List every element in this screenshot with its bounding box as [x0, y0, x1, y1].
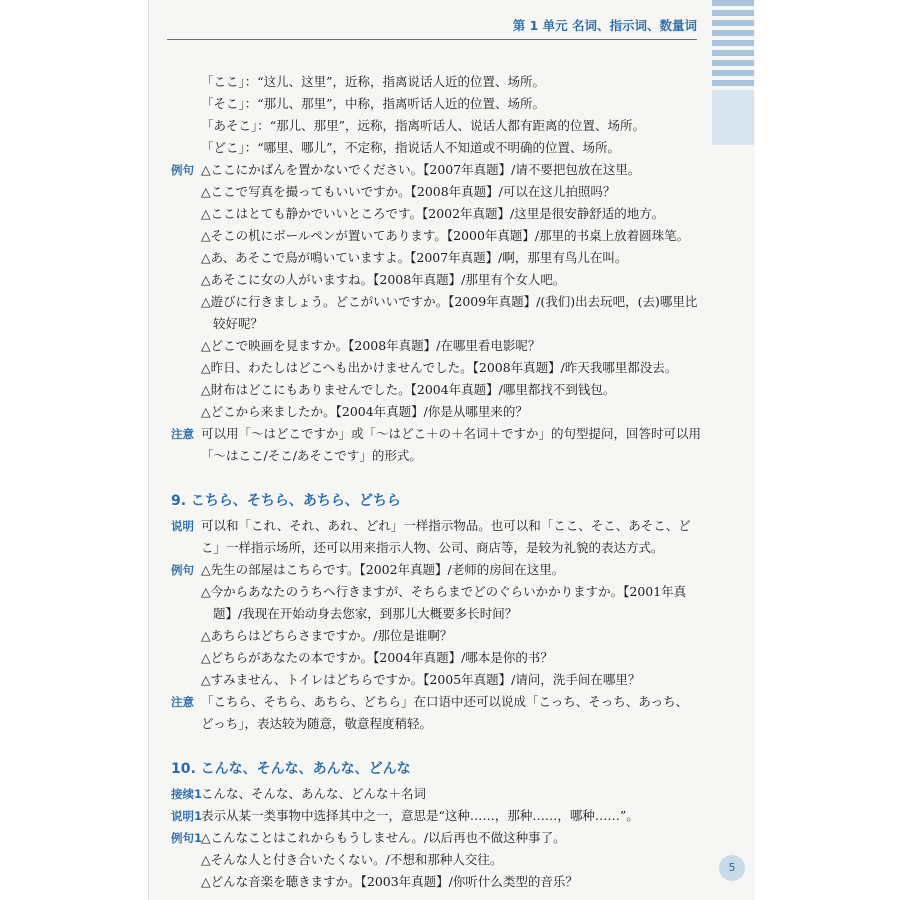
section-tag: 例句1	[171, 831, 203, 845]
text-line: △ここにかばんを置かないでください。【2007年真题】/请不要把包放在这里。	[201, 162, 641, 177]
text-line: こ」一样指示场所，还可以用来指示人物、公司、商店等，是较为礼貌的表达方式。	[201, 540, 664, 555]
text-line: △どちらがあなたの本ですか。【2004年真题】/哪本是你的书？	[201, 650, 553, 665]
text-line: 可以和「これ、それ、あれ、どれ」一样指示物品。也可以和「ここ、そこ、あそこ、ど	[201, 518, 691, 533]
text-line: 「どこ」：“哪里、哪儿”，不定称，指说话人不知道或不明确的位置、场所。	[201, 140, 621, 155]
text-line: △遊びに行きましょう。どこがいいですか。【2009年真题】/(我们)出去玩吧，(去)哪里比	[201, 294, 698, 309]
text-line: △ここはとても静かでいいところです。【2002年真题】/这里是很安静舒适的地方。	[201, 206, 665, 221]
text-line: △ここで写真を撮ってもいいですか。【2008年真题】/可以在这儿拍照吗？	[201, 184, 616, 199]
text-line: 题】/我现在开始动身去您家，到那儿大概要多长时间？	[213, 606, 518, 621]
section-tag: 例句	[171, 563, 194, 577]
section-heading: 10. こんな、そんな、あんな、どんな	[171, 761, 411, 777]
text-line: △どこで映画を見ますか。【2008年真题】/在哪里看电影呢？	[201, 338, 541, 353]
text-line: △そんな人と付き合いたくない。/不想和那种人交往。	[201, 852, 503, 867]
header-rule	[167, 39, 697, 40]
text-line: △すみません、トイレはどちらですか。【2005年真题】/请问，洗手间在哪里？	[201, 672, 641, 687]
text-line: △昨日、わたしはどこへも出かけませんでした。【2008年真题】/昨天我哪里都没去。	[201, 360, 678, 375]
text-line: 「こちら、そちら、あちら、どちら」在口语中还可以说成「こっち、そっち、あっち、	[201, 694, 689, 709]
page-header: 第 1 单元 名词、指示词、数量词	[512, 18, 697, 33]
text-line: △あちらはどちらさまですか。/那位是谁啊？	[201, 628, 453, 643]
text-line: △どんな音楽を聴きますか。【2003年真题】/你听什么类型的音乐？	[201, 874, 578, 889]
text-line: 「あそこ」：“那儿、那里”，远称，指离听话人、说话人都有距离的位置、场所。	[201, 118, 646, 133]
text-line: △どこから来ましたか。【2004年真题】/你是从哪里来的？	[201, 404, 528, 419]
text-line: △今からあなたのうちへ行きますが、そちらまでどのぐらいかかりますか。【2001年真	[201, 584, 687, 599]
text-line: 「～はここ/そこ/あそこです」的形式。	[201, 448, 422, 463]
text-line: どっち」，表达较为随意，敬意程度稍轻。	[201, 716, 433, 731]
section-tag: 注意	[171, 695, 194, 709]
text-line: 表示从某一类事物中选择其中之一，意思是“这种……，那种……，哪种……”。	[201, 808, 639, 823]
text-line: 可以用「～はどこですか」或「～はどこ＋の＋名词＋ですか」的句型提问，回答时可以用	[201, 426, 702, 441]
text-line: △先生の部屋はこちらです。【2002年真题】/老师的房间在这里。	[201, 562, 565, 577]
book-page	[148, 0, 755, 900]
text-line: △あそこに女の人がいますね。【2008年真题】/那里有个女人吧。	[201, 272, 566, 287]
section-tag: 说明	[171, 519, 194, 533]
text-line: △そこの机にボールペンが置いてあります。【2000年真题】/那里的书桌上放着圆珠笔。	[201, 228, 690, 243]
text-line: 「ここ」：“这儿、这里”，近称，指离说话人近的位置、场所。	[201, 74, 546, 89]
decorative-stripes	[712, 0, 754, 90]
decorative-block	[712, 90, 754, 145]
page-number: 5	[719, 855, 745, 881]
text-line: 「そこ」：“那儿、那里”，中称，指离听话人近的位置、场所。	[201, 96, 546, 111]
section-tag: 注意	[171, 427, 194, 441]
section-heading: 9. こちら、そちら、あちら、どちら	[171, 493, 401, 509]
section-tag: 接续1	[171, 787, 203, 801]
section-tag: 说明1	[171, 809, 203, 823]
text-line: 较好呢？	[213, 316, 264, 331]
text-line: △こんなことはこれからもうしません。/以后再也不做这种事了。	[201, 830, 566, 845]
text-line: △財布はどこにもありませんでした。【2004年真题】/哪里都找不到钱包。	[201, 382, 616, 397]
text-line: △あ、あそこで鳥が鳴いていますよ。【2007年真题】/啊，那里有鸟儿在叫。	[201, 250, 628, 265]
text-line: こんな、そんな、あんな、どんな＋名词	[201, 786, 427, 801]
section-tag: 例句	[171, 163, 194, 177]
